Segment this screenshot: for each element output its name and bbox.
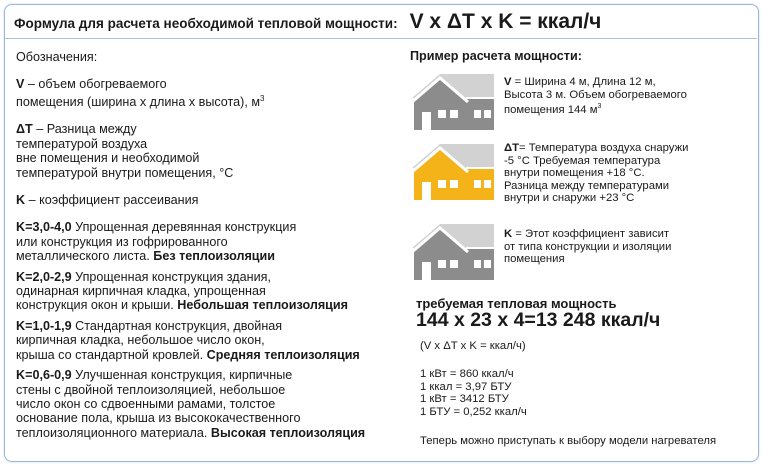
example-line: Разница между температурами bbox=[504, 179, 670, 192]
k-line: металлического листа. bbox=[16, 249, 154, 264]
example-v-text bbox=[504, 76, 744, 130]
example-title: Пример расчета мощности: bbox=[410, 49, 582, 63]
example-line: = Ширина 4 м, Длина 12 м, bbox=[511, 76, 656, 88]
example-line: Высота 3 м. Объем обогреваемого bbox=[504, 88, 687, 101]
k-insulation: Высокая теплоизоляция bbox=[210, 425, 366, 440]
k-line: или конструкция из гофрированного bbox=[16, 234, 228, 249]
conversion-list bbox=[420, 368, 527, 418]
k-line: Упрощенная конструкция здания, bbox=[71, 269, 271, 284]
k-line: кирпичная кладка, небольшое число окон, bbox=[16, 333, 265, 348]
k-line: Улучшенная конструкция, кирпичные bbox=[71, 368, 293, 383]
legend-v bbox=[16, 77, 396, 109]
k-range: K=0,6-0,9 bbox=[16, 368, 72, 383]
legend-v-text2: помещения (ширина х длина х высота), м bbox=[16, 95, 261, 109]
conversion-item: 1 ккал = 3,97 БТУ bbox=[420, 380, 512, 393]
footer-note: Теперь можно приступать к выбору модели нагревателя bbox=[420, 435, 717, 447]
legend-k-symbol: K bbox=[16, 193, 26, 208]
result-title: требуемая тепловая мощность bbox=[416, 296, 617, 311]
k-line: Упрощенная деревянная конструкция bbox=[71, 220, 297, 235]
example-v-row bbox=[410, 72, 744, 130]
k-range: K=2,0-2,9 bbox=[16, 269, 72, 284]
legend-dt-text2: температурой воздуха bbox=[16, 136, 148, 151]
example-line: внутри и снаружи +23 °С bbox=[504, 192, 635, 205]
legend-v-unit-sup: 3 bbox=[260, 93, 265, 103]
example-column bbox=[410, 49, 755, 447]
example-line: помещения 144 м bbox=[504, 103, 598, 116]
k-line: одинарная кирпичная кладка, упрощенная bbox=[16, 284, 266, 299]
house-window bbox=[474, 110, 481, 118]
house-window bbox=[450, 110, 458, 118]
legend-dt bbox=[16, 122, 396, 180]
house-icon bbox=[410, 142, 496, 200]
k-item bbox=[16, 368, 396, 440]
legend-dt-text1: – Разница между bbox=[32, 122, 137, 137]
legend-v-symbol: V bbox=[16, 77, 25, 92]
k-insulation: Без теплоизоляции bbox=[153, 249, 276, 264]
k-item bbox=[16, 220, 396, 263]
k-insulation: Небольшая теплоизоляция bbox=[177, 298, 349, 313]
example-line: = Температура воздуха снаружи bbox=[519, 142, 689, 154]
conversion-item: 1 БТУ = 0,252 ккал/ч bbox=[420, 405, 527, 418]
example-k-symbol: K bbox=[504, 228, 513, 240]
k-line: стены с двойной теплоизоляцией, небольшое bbox=[16, 382, 286, 397]
k-line: Стандартная конструкция, двойная bbox=[71, 318, 283, 333]
k-line: теплоизоляционного материала. bbox=[16, 425, 211, 440]
house-door bbox=[422, 262, 431, 280]
house-window bbox=[438, 260, 446, 268]
result-value: 144 x 23 x 4=13 248 ккал/ч bbox=[416, 309, 661, 331]
house-window bbox=[438, 180, 446, 188]
result-formula: (V x ΔT x K = ккал/ч) bbox=[420, 340, 526, 352]
example-k-text bbox=[504, 228, 744, 280]
legend-dt-symbol: ΔT bbox=[16, 122, 33, 137]
example-line: от типа конструкции и изоляции bbox=[504, 240, 672, 253]
k-range: K=3,0-4,0 bbox=[16, 220, 72, 235]
house-window bbox=[450, 180, 458, 188]
example-dt-row bbox=[410, 142, 744, 205]
house-door bbox=[422, 182, 431, 200]
header-divider bbox=[5, 38, 757, 39]
example-v-sup: 3 bbox=[597, 103, 602, 111]
formula-label: Формула для расчета необходимой тепловой мощности: bbox=[14, 16, 398, 31]
formula-header bbox=[14, 10, 601, 34]
k-insulation: Средняя теплоизоляция bbox=[206, 347, 360, 362]
conversion-item: 1 кВт = 3412 БТУ bbox=[420, 393, 509, 406]
formula-expression: V x ΔT x K = ккал/ч bbox=[409, 10, 602, 33]
conversion-item: 1 кВт = 860 ккал/ч bbox=[420, 368, 514, 380]
house-icon bbox=[410, 72, 496, 130]
example-line: помещения bbox=[504, 253, 565, 266]
house-window bbox=[438, 110, 446, 118]
k-range: K=1,0-1,9 bbox=[16, 318, 72, 333]
example-line: = Этот коэффициент зависит bbox=[512, 228, 670, 240]
house-icon bbox=[410, 222, 496, 280]
house-window bbox=[474, 180, 481, 188]
example-dt-text bbox=[504, 142, 744, 205]
k-line: крыша со стандартной кровлей. bbox=[16, 347, 207, 362]
k-item bbox=[16, 319, 396, 362]
house-window bbox=[474, 260, 481, 268]
house-window bbox=[484, 110, 491, 118]
k-item bbox=[16, 270, 396, 313]
k-line: основание пола, крыша из высококачественного bbox=[16, 411, 301, 426]
house-window bbox=[484, 180, 491, 188]
k-line: конструкция окон и крыши. bbox=[16, 298, 178, 313]
example-line: -5 °С Требуемая температура bbox=[504, 154, 661, 167]
legend-dt-text4: температурой внутри помещения, °С bbox=[16, 165, 234, 180]
legend-title: Обозначения: bbox=[16, 50, 98, 64]
house-door bbox=[422, 112, 431, 130]
legend-dt-text3: вне помещения и необходимой bbox=[16, 151, 200, 166]
k-line: число окон со сдвоенными рамами, толстое bbox=[16, 396, 276, 411]
legend-k bbox=[16, 193, 396, 207]
example-dt-symbol: ΔT bbox=[504, 142, 520, 154]
house-window bbox=[450, 260, 458, 268]
legend-v-text1: – объем обогреваемого bbox=[24, 77, 167, 92]
example-k-row bbox=[410, 222, 744, 280]
legend-k-text: – коэффициент рассеивания bbox=[25, 193, 199, 208]
house-window bbox=[484, 260, 491, 268]
example-line: внутри помещения +18 °С. bbox=[504, 167, 645, 180]
legend-column bbox=[16, 50, 396, 440]
example-v-symbol: V bbox=[504, 76, 512, 88]
